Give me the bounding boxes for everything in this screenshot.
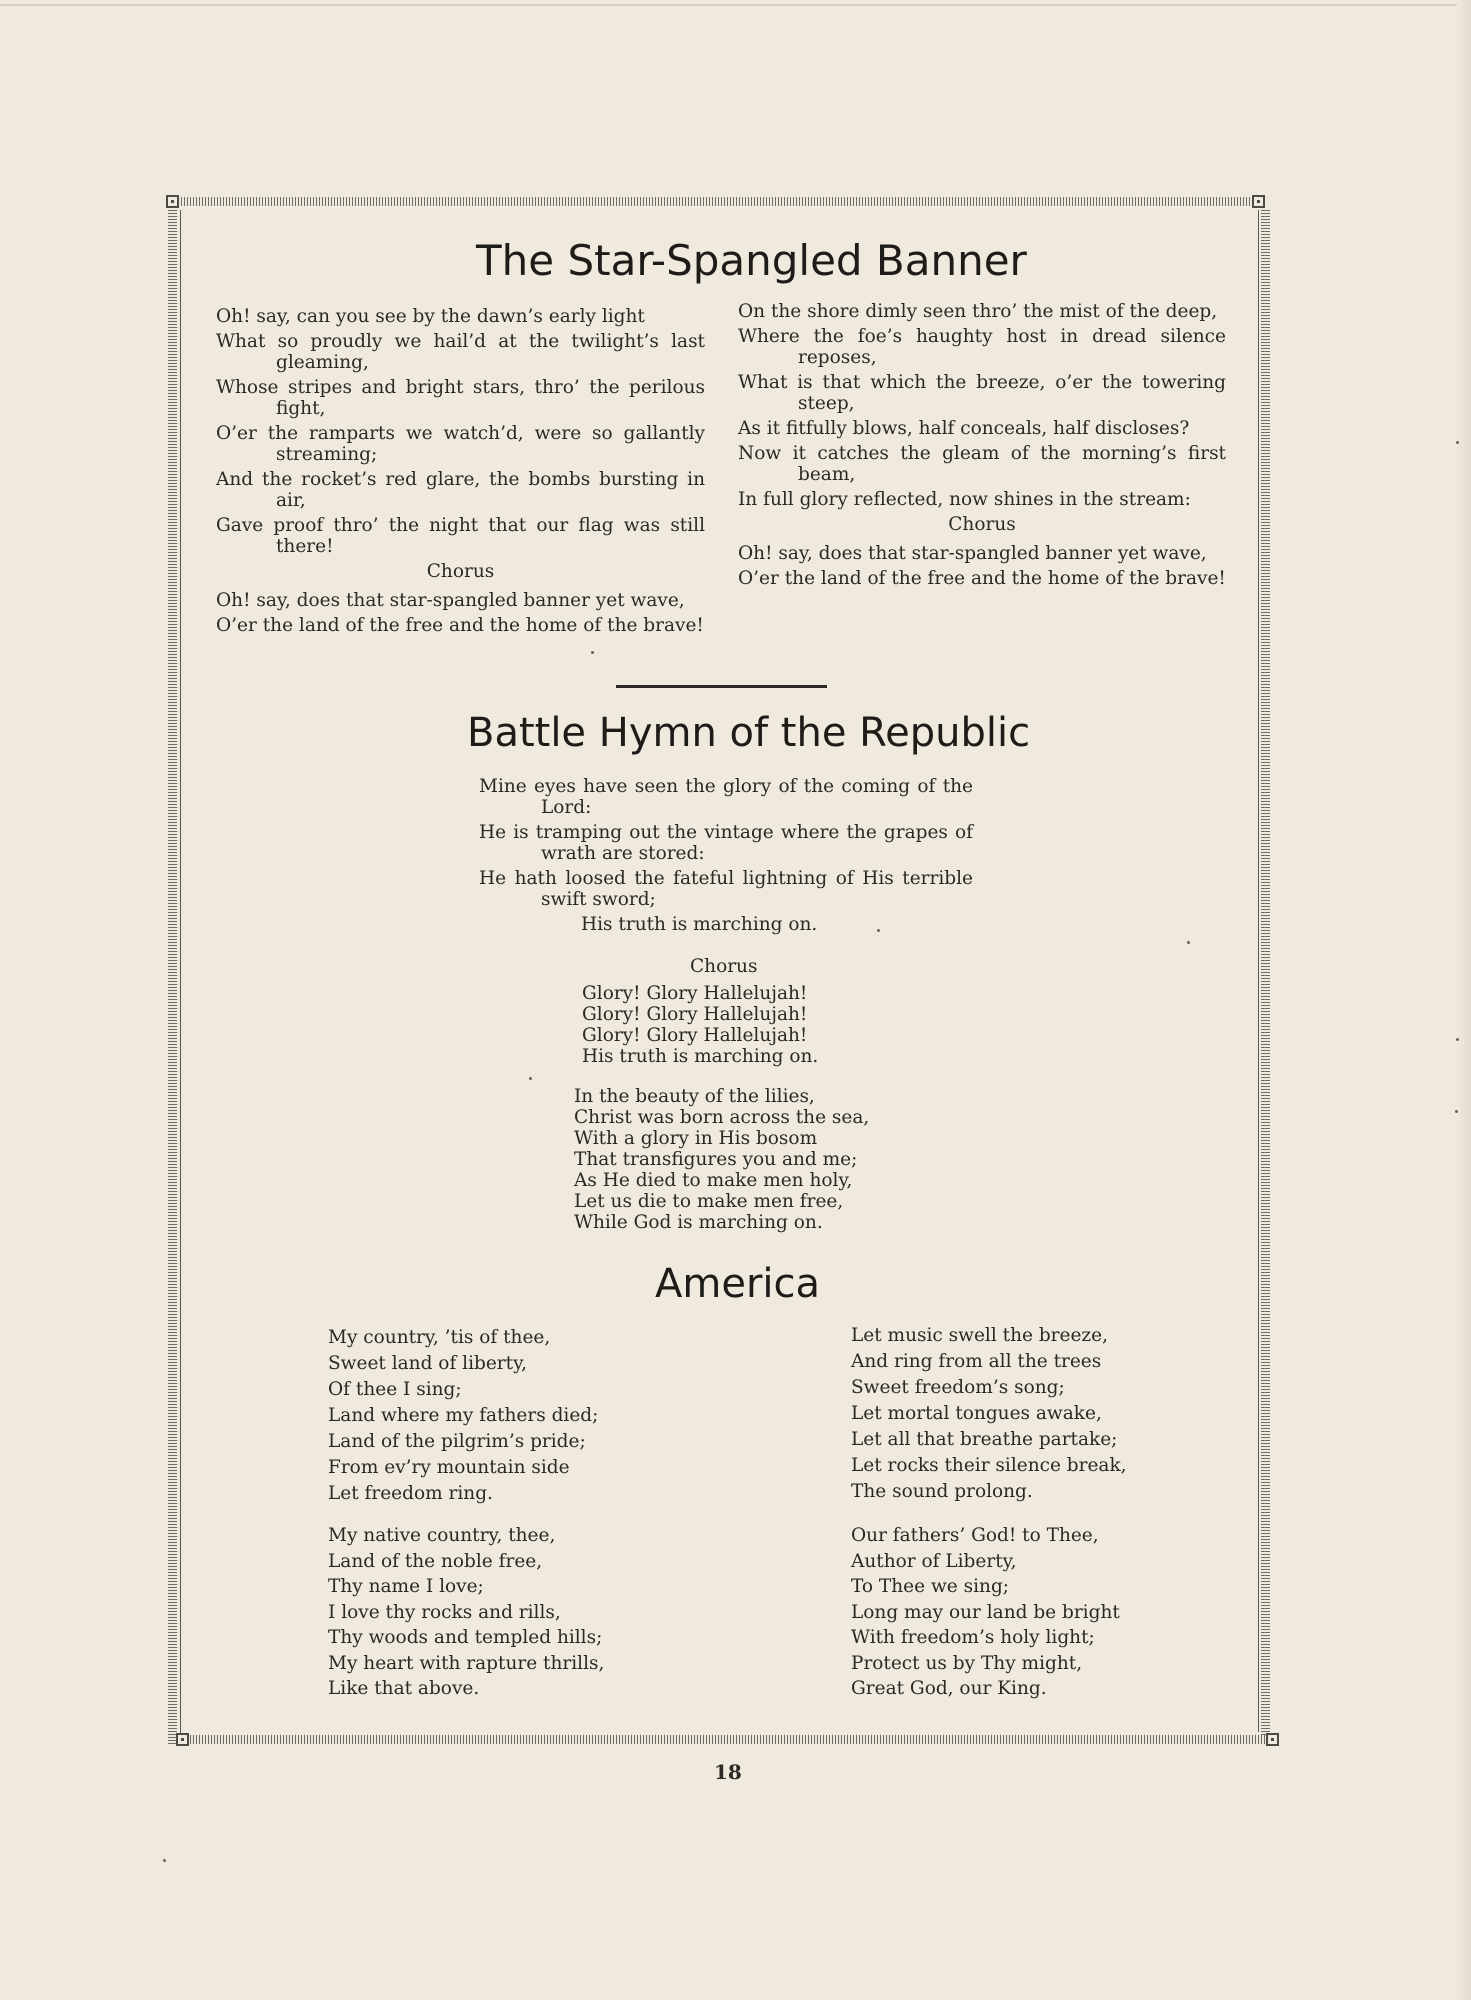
corner-ornament-top-left <box>166 195 179 208</box>
verse-line: He is tramping out the vintage where the grapes of wrath are stored: <box>479 822 973 864</box>
verse-line: Gave proof thro’ the night that our flag was still there! <box>216 515 705 557</box>
battle-hymn-chorus <box>582 983 818 1067</box>
verse-line: Mine eyes have seen the glory of the coming of the Lord: <box>479 776 973 818</box>
verse-line: As it fitfully blows, half conceals, half discloses? <box>738 418 1190 439</box>
chorus-line: Oh! say, does that star-spangled banner yet wave, <box>216 590 685 611</box>
battle-hymn-verse <box>479 776 973 935</box>
america-stanza-1 <box>328 1325 598 1507</box>
battle-hymn-stanza <box>574 1086 869 1233</box>
stanza-line: Author of Liberty, <box>851 1550 1017 1572</box>
corner-ornament-top-right <box>1252 195 1265 208</box>
chorus-line: Glory! Glory Hallelujah! <box>582 983 808 1004</box>
america-title: America <box>655 1261 820 1307</box>
page-top-edge <box>0 4 1471 6</box>
chorus-line: His truth is marching on. <box>582 1046 819 1067</box>
chorus-line: O’er the land of the free and the home of the brave! <box>216 615 704 636</box>
chorus-line: Glory! Glory Hallelujah! <box>582 1004 808 1025</box>
stanza-line: My native country, thee, <box>328 1525 556 1546</box>
verse-line: Now it catches the gleam of the morning’s first beam, <box>738 443 1226 485</box>
paper-speck <box>1455 1110 1458 1113</box>
stanza-line: Great God, our King. <box>851 1678 1047 1699</box>
america-stanza-2 <box>328 1523 604 1702</box>
star-spangled-banner-verse-1 <box>216 306 705 640</box>
corner-ornament-bottom-left <box>176 1733 189 1746</box>
verse-line: In full glory reflected, now shines in the stream: <box>738 489 1191 510</box>
verse-line: On the shore dimly seen thro’ the mist of the deep, <box>738 301 1218 322</box>
verse-line: He hath loosed the fateful lightning of His terrible swift sword; <box>479 868 973 910</box>
stanza-line: Thy woods and templed hills; <box>328 1627 603 1648</box>
stanza-line: My heart with rapture thrills, <box>328 1652 605 1674</box>
stanza-line: Long may our land be bright <box>851 1601 1120 1623</box>
stanza-line: Of thee I sing; <box>328 1379 462 1400</box>
chorus-label: Chorus <box>948 514 1016 535</box>
stanza-line: That transfigures you and me; <box>574 1149 858 1170</box>
america-stanza-4 <box>851 1523 1120 1702</box>
stanza-line: Protect us by Thy might, <box>851 1652 1083 1674</box>
paper-speck <box>591 651 594 654</box>
chorus-line: O’er the land of the free and the home of the brave! <box>738 568 1226 589</box>
stanza-line: Let music swell the breeze, <box>851 1325 1108 1346</box>
stanza-line: Our fathers’ God! to Thee, <box>851 1525 1099 1546</box>
stanza-line: Let all that breathe partake; <box>851 1429 1118 1450</box>
page-number: 18 <box>714 1760 742 1784</box>
verse-line: His truth is marching on. <box>581 914 818 935</box>
verse-line: O’er the ramparts we watch’d, were so gallantly streaming; <box>216 423 705 465</box>
stanza-line: And ring from all the trees <box>851 1351 1102 1372</box>
chorus-label: Chorus <box>426 561 495 582</box>
paper-speck <box>1187 941 1190 944</box>
stanza-line: From ev’ry mountain side <box>328 1457 570 1478</box>
stanza-line: My country, ’tis of thee, <box>328 1327 551 1348</box>
stanza-line: Like that above. <box>328 1678 480 1699</box>
stanza-line: Sweet freedom’s song; <box>851 1377 1065 1398</box>
stanza-line: The sound prolong. <box>851 1481 1033 1502</box>
verse-line: Where the foe’s haughty host in dread silence reposes, <box>738 326 1226 368</box>
page-right-edge <box>1457 0 1471 2000</box>
corner-ornament-bottom-right <box>1266 1733 1279 1746</box>
verse-line: What so proudly we hail’d at the twilight’s last gleaming, <box>216 331 705 373</box>
verse-line: And the rocket’s red glare, the bombs bursting in air, <box>216 469 705 511</box>
verse-line: Oh! say, can you see by the dawn’s early light <box>216 306 645 327</box>
stanza-line: Land where my fathers died; <box>328 1405 599 1426</box>
stanza-line: Land of the pilgrim’s pride; <box>328 1431 586 1452</box>
battle-hymn-title: Battle Hymn of the Republic <box>467 710 1031 756</box>
stanza-line: Let freedom ring. <box>328 1483 493 1504</box>
star-spangled-banner-verse-2 <box>738 301 1226 593</box>
paper-speck <box>163 1859 166 1862</box>
stanza-line: Let rocks their silence break, <box>851 1455 1127 1476</box>
paper-speck <box>529 1077 532 1080</box>
stanza-line: Let mortal tongues awake, <box>851 1403 1102 1424</box>
section-divider <box>616 685 827 688</box>
stanza-line: Thy name I love; <box>328 1576 484 1597</box>
stanza-line: Let us die to make men free, <box>574 1191 844 1212</box>
stanza-line: With freedom’s holy light; <box>851 1627 1095 1648</box>
chorus-line: Glory! Glory Hallelujah! <box>582 1025 808 1046</box>
paper-speck <box>877 929 880 932</box>
verse-line: What is that which the breeze, o’er the towering steep, <box>738 372 1226 414</box>
stanza-line: Christ was born across the sea, <box>574 1107 870 1128</box>
america-stanza-3 <box>851 1323 1127 1505</box>
stanza-line: While God is marching on. <box>574 1212 823 1233</box>
stanza-line: I love thy rocks and rills, <box>328 1601 561 1623</box>
stanza-line: In the beauty of the lilies, <box>574 1086 815 1107</box>
chorus-line: Oh! say, does that star-spangled banner yet wave, <box>738 543 1207 564</box>
paper-speck <box>1456 441 1459 444</box>
stanza-line: To Thee we sing; <box>851 1576 1010 1597</box>
stanza-line: As He died to make men holy, <box>574 1170 853 1191</box>
verse-line: Whose stripes and bright stars, thro’ the perilous fight, <box>216 377 705 419</box>
stanza-line: Land of the noble free, <box>328 1550 543 1572</box>
chorus-label: Chorus <box>690 956 758 977</box>
star-spangled-banner-title: The Star-Spangled Banner <box>476 236 1027 285</box>
stanza-line: Sweet land of liberty, <box>328 1353 527 1374</box>
stanza-line: With a glory in His bosom <box>574 1128 818 1149</box>
paper-speck <box>1456 1038 1459 1041</box>
